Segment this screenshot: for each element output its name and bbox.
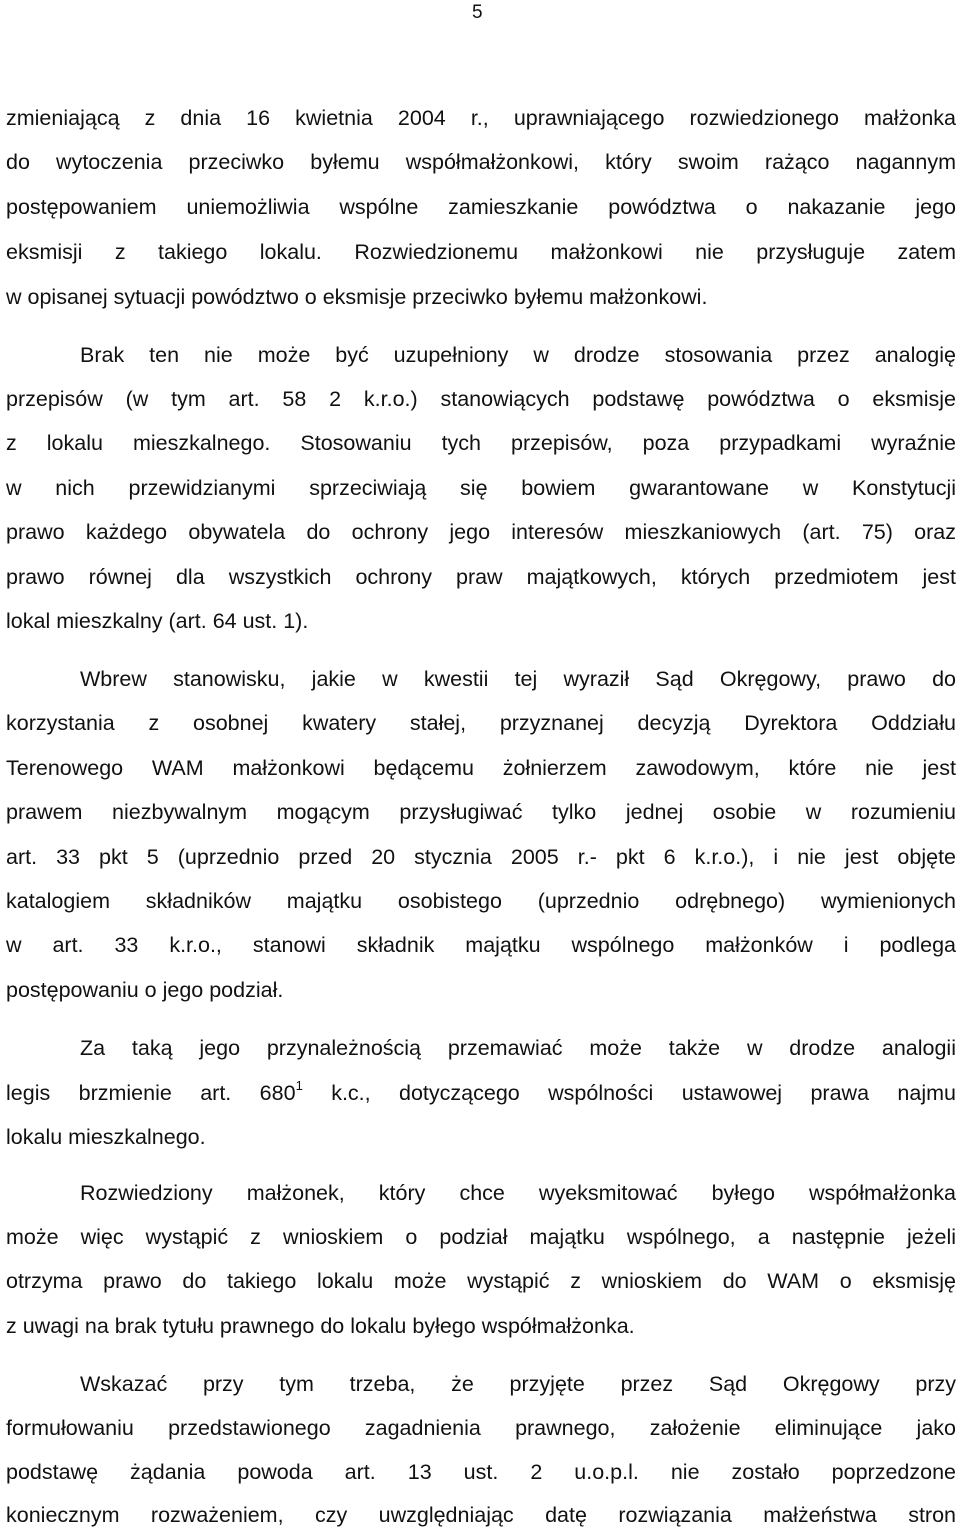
text-line: prawo równej dla wszystkich ochrony praw majątkowych, których przedmiotem jest	[6, 565, 956, 589]
text-line: otrzyma prawo do takiego lokalu może wystąpić z wnioskiem do WAM o eksmisję	[6, 1269, 956, 1293]
text-line: prawem niezbywalnym mogącym przysługiwać tylko jednej osobie w rozumieniu	[6, 800, 956, 824]
text-line: do wytoczenia przeciwko byłemu współmałżonkowi, który swoim rażąco nagannym	[6, 150, 956, 174]
text-segment: k.c., dotyczącego wspólności ustawowej prawa najmu	[302, 1081, 956, 1105]
text-line: z uwagi na brak tytułu prawnego do lokalu byłego współmałżonka.	[6, 1314, 635, 1338]
text-line: art. 33 pkt 5 (uprzednio przed 20 stycznia 2005 r.- pkt 6 k.r.o.), i nie jest objęte	[6, 845, 956, 869]
text-line: lokalu mieszkalnego.	[6, 1125, 206, 1149]
superscript: 1	[295, 1077, 303, 1093]
text-line: Rozwiedziony małżonek, który chce wyeksmitować byłego współmałżonka	[80, 1181, 956, 1205]
text-segment: legis brzmienie art. 680	[6, 1081, 296, 1105]
text-line: formułowaniu przedstawionego zagadnienia prawnego, założenie eliminujące jako	[6, 1416, 956, 1440]
text-line: postępowaniu o jego podział.	[6, 978, 284, 1002]
text-line: podstawę żądania powoda art. 13 ust. 2 u.o.p.l. nie zostało poprzedzone	[6, 1460, 956, 1484]
text-line: Za taką jego przynależnością przemawiać może także w drodze analogii	[80, 1036, 956, 1060]
text-line: postępowaniem uniemożliwia wspólne zamieszkanie powództwa o nakazanie jego	[6, 195, 956, 219]
text-line: w opisanej sytuacji powództwo o eksmisje przeciwko byłemu małżonkowi.	[6, 285, 708, 309]
text-line: katalogiem składników majątku osobistego (uprzednio odrębnego) wymienionych	[6, 889, 956, 913]
text-line: lokal mieszkalny (art. 64 ust. 1).	[6, 609, 309, 633]
text-line: z lokalu mieszkalnego. Stosowaniu tych przepisów, poza przypadkami wyraźnie	[6, 431, 956, 455]
text-line: w nich przewidzianymi sprzeciwiają się bowiem gwarantowane w Konstytucji	[6, 476, 956, 500]
text-line: zmieniającą z dnia 16 kwietnia 2004 r., uprawniającego rozwiedzionego małżonka	[6, 106, 956, 130]
text-line: Brak ten nie może być uzupełniony w drodze stosowania przez analogię	[80, 343, 956, 367]
text-line: Wbrew stanowisku, jakie w kwestii tej wyraził Sąd Okręgowy, prawo do	[80, 667, 956, 691]
text-line: koniecznym rozważeniem, czy uwzględniając datę rozwiązania małżeństwa stron	[6, 1503, 956, 1527]
text-line: może więc wystąpić z wnioskiem o podział majątku wspólnego, a następnie jeżeli	[6, 1225, 956, 1249]
text-line: przepisów (w tym art. 58 2 k.r.o.) stanowiących podstawę powództwa o eksmisje	[6, 387, 956, 411]
text-line: w art. 33 k.r.o., stanowi składnik majątku wspólnego małżonków i podlega	[6, 933, 956, 957]
page-number: 5	[472, 2, 483, 23]
text-line: korzystania z osobnej kwatery stałej, przyznanej decyzją Dyrektora Oddziału	[6, 711, 956, 735]
text-line: prawo każdego obywatela do ochrony jego interesów mieszkaniowych (art. 75) oraz	[6, 520, 956, 544]
text-line: eksmisji z takiego lokalu. Rozwiedzionemu małżonkowi nie przysługuje zatem	[6, 240, 956, 264]
text-line	[6, 1078, 956, 1108]
text-line: Wskazać przy tym trzeba, że przyjęte przez Sąd Okręgowy przy	[80, 1372, 956, 1396]
text-line: Terenowego WAM małżonkowi będącemu żołnierzem zawodowym, które nie jest	[6, 756, 956, 780]
